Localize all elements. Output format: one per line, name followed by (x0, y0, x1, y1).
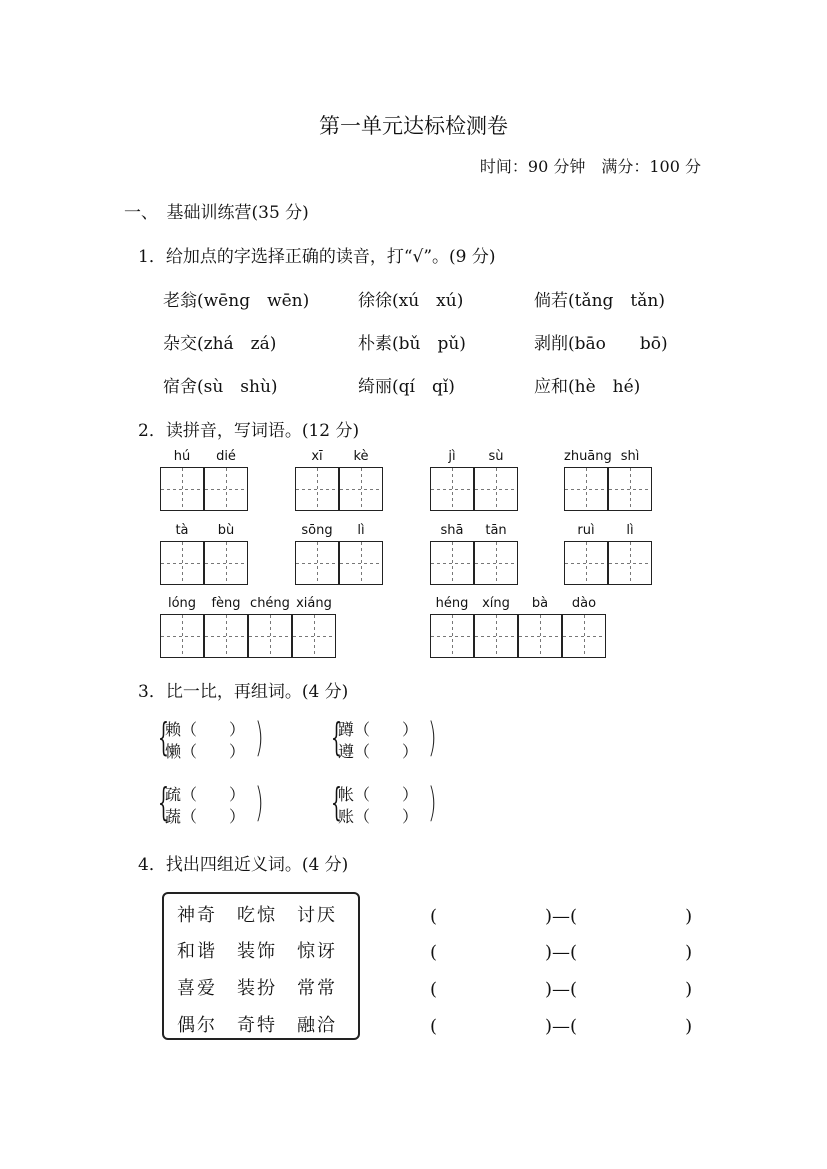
question-3-label: 3．比一比，再组词。(4 分) (138, 682, 349, 702)
right-paren-icon: ) (428, 780, 437, 826)
left-brace-icon: { (158, 715, 169, 759)
answer-blank[interactable]: ( )—( ) (430, 942, 693, 963)
page-title: 第一单元达标检测卷 (319, 114, 508, 138)
question-2-label: 2．读拼音，写词语。(12 分) (138, 421, 360, 441)
pinyin-label: lóng (167, 596, 197, 611)
word-bank-row: 偶尔 奇特 融洽 (177, 1015, 337, 1036)
pinyin-label: lì (357, 523, 365, 538)
pinyin-label: hú (173, 449, 191, 464)
q1-item[interactable]: 宿舍(sù shù) (163, 377, 278, 397)
compare-word[interactable]: 蹲（ ） (338, 720, 419, 739)
writing-cell[interactable] (430, 614, 474, 658)
pinyin-label: chéng (250, 596, 290, 611)
word-bank-row: 和谐 装饰 惊讶 (177, 941, 337, 962)
right-paren-icon: ) (255, 780, 264, 826)
word-bank-row: 神奇 吃惊 讨厌 (177, 905, 337, 926)
exam-meta: 时间：90 分钟 满分：100 分 (479, 157, 701, 176)
writing-cell[interactable] (474, 541, 518, 585)
writing-cell[interactable] (474, 467, 518, 511)
question-4-label: 4．找出四组近义词。(4 分) (138, 855, 349, 875)
writing-cell[interactable] (160, 614, 204, 658)
writing-cell[interactable] (564, 541, 608, 585)
writing-cell[interactable] (160, 541, 204, 585)
pinyin-label: zhuāng (564, 449, 612, 464)
writing-cell[interactable] (292, 614, 336, 658)
pinyin-label: tān (485, 523, 507, 538)
writing-cell[interactable] (518, 614, 562, 658)
pinyin-label: shì (620, 449, 640, 464)
pinyin-label: dié (216, 449, 236, 464)
pinyin-label: sù (488, 449, 504, 464)
writing-cell[interactable] (295, 541, 339, 585)
pinyin-label: kè (353, 449, 369, 464)
writing-cell[interactable] (204, 467, 248, 511)
question-1-label: 1．给加点的字选择正确的读音，打“√”。(9 分) (138, 247, 496, 267)
compare-word[interactable]: 账（ ） (338, 807, 419, 826)
pinyin-label: shā (440, 523, 464, 538)
q1-item[interactable]: 剥削(bāo bō) (534, 334, 668, 354)
writing-cell[interactable] (339, 541, 383, 585)
pinyin-label: xiáng (296, 596, 332, 611)
answer-blank[interactable]: ( )—( ) (430, 979, 693, 1000)
compare-word[interactable]: 疏（ ） (165, 785, 246, 804)
right-paren-icon: ) (428, 715, 437, 761)
right-paren-icon: ) (255, 715, 264, 761)
pinyin-label: bà (531, 596, 549, 611)
pinyin-label: jì (448, 449, 456, 464)
compare-word[interactable]: 帐（ ） (338, 785, 419, 804)
pinyin-label: ruì (577, 523, 595, 538)
pinyin-label: tà (175, 523, 189, 538)
q1-item[interactable]: 老翁(wēng wēn) (163, 291, 310, 311)
left-brace-icon: { (331, 780, 342, 824)
writing-cell[interactable] (562, 614, 606, 658)
writing-cell[interactable] (204, 614, 248, 658)
writing-cell[interactable] (295, 467, 339, 511)
compare-word[interactable]: 赖（ ） (165, 720, 246, 739)
writing-cell[interactable] (430, 467, 474, 511)
left-brace-icon: { (331, 715, 342, 759)
left-brace-icon: { (158, 780, 169, 824)
compare-word[interactable]: 蔬（ ） (165, 807, 246, 826)
compare-word[interactable]: 遵（ ） (338, 742, 419, 761)
q1-item[interactable]: 徐徐(xú xú) (358, 291, 464, 311)
pinyin-label: sōng (301, 523, 333, 538)
writing-cell[interactable] (248, 614, 292, 658)
writing-cell[interactable] (608, 541, 652, 585)
writing-cell[interactable] (204, 541, 248, 585)
pinyin-label: xíng (482, 596, 510, 611)
writing-cell[interactable] (160, 467, 204, 511)
pinyin-label: lì (626, 523, 634, 538)
section-heading: 一、 基础训练营(35 分) (124, 203, 309, 223)
pinyin-label: dào (571, 596, 597, 611)
q1-item[interactable]: 绮丽(qí qǐ) (358, 377, 455, 397)
writing-cell[interactable] (474, 614, 518, 658)
answer-blank[interactable]: ( )—( ) (430, 906, 693, 927)
writing-cell[interactable] (564, 467, 608, 511)
compare-word[interactable]: 懒（ ） (165, 742, 246, 761)
q1-item[interactable]: 倘若(tǎng tǎn) (534, 291, 665, 311)
writing-cell[interactable] (430, 541, 474, 585)
writing-cell[interactable] (608, 467, 652, 511)
q1-item[interactable]: 应和(hè hé) (534, 377, 641, 397)
q1-item[interactable]: 朴素(bǔ pǔ) (358, 334, 466, 354)
pinyin-label: xī (311, 449, 323, 464)
pinyin-label: fèng (211, 596, 241, 611)
word-bank-row: 喜爱 装扮 常常 (177, 978, 337, 999)
q1-item[interactable]: 杂交(zhá zá) (163, 334, 277, 354)
pinyin-label: héng (435, 596, 469, 611)
answer-blank[interactable]: ( )—( ) (430, 1016, 693, 1037)
pinyin-label: bù (217, 523, 235, 538)
writing-cell[interactable] (339, 467, 383, 511)
